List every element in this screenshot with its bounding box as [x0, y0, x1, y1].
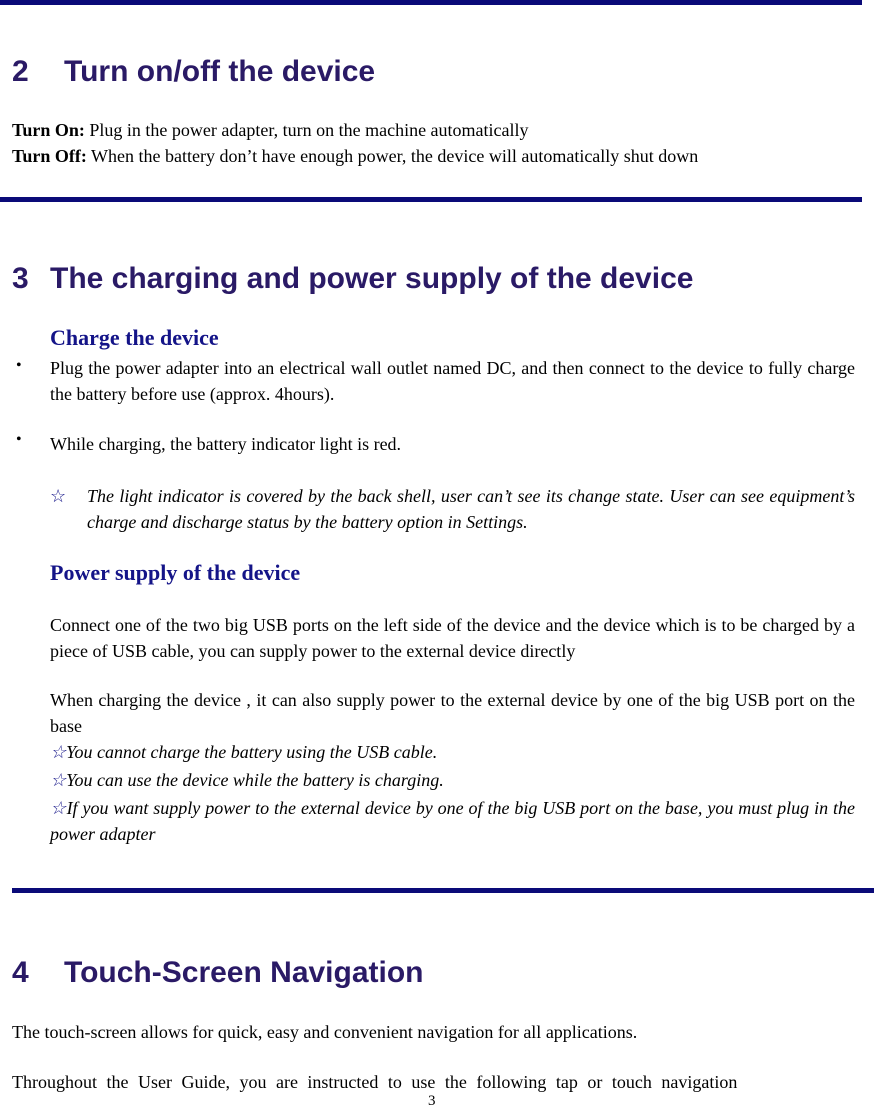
turn-off-text: When the battery don’t have enough power, the device will automatically shut down [86, 146, 699, 166]
section-3-number: 3 [12, 262, 29, 295]
section-4-number: 4 [12, 956, 29, 989]
usb-note-1 [50, 739, 437, 765]
charge-device-heading: Charge the device [50, 325, 219, 350]
turn-on-line [12, 117, 529, 143]
section-2-title: Turn on/off the device [64, 55, 376, 88]
section-2-heading [12, 55, 375, 89]
usb-note-3 [50, 795, 855, 847]
star-icon: ☆ [50, 486, 67, 506]
usb-note-3-text: If you want supply power to the external device by one of the big USB port on the base, you must plug in the power adapter [50, 798, 855, 844]
bullet-text-1: Plug the power adapter into an electrical wall outlet named DC, and then connect to the device to fully charge the battery before use (approx. 4hours). [50, 358, 855, 404]
section-4-heading [12, 956, 424, 990]
section-3-title: The charging and power supply of the device [50, 262, 694, 295]
bullet-mark: • [16, 357, 22, 374]
turn-off-line [12, 143, 698, 169]
section-divider-2 [0, 197, 862, 202]
bullet-text-2: While charging, the battery indicator light is red. [50, 434, 402, 454]
power-paragraph-1: Connect one of the two big USB ports on the left side of the device and the device which is to be charged by a piece of USB cable, you can supply power to the external device directly [50, 615, 855, 661]
usb-note-1-text: You cannot charge the battery using the USB cable. [66, 742, 438, 762]
page-number: 3 [428, 1093, 436, 1109]
section-divider-3 [12, 888, 874, 893]
usb-note-2 [50, 767, 444, 793]
star-icon: ☆ [50, 742, 67, 762]
power-paragraph-2: When charging the device , it can also supply power to the external device by one of the big USB port on the base [50, 690, 855, 736]
turn-on-label: Turn On: [12, 120, 85, 140]
section-4-title: Touch-Screen Navigation [64, 956, 424, 989]
power-supply-heading: Power supply of the device [50, 560, 301, 585]
touch-paragraph-1: The touch-screen allows for quick, easy and convenient navigation for all applications. [12, 1022, 638, 1042]
section-2-number: 2 [12, 55, 29, 88]
top-divider [0, 0, 862, 5]
section-3-heading [12, 262, 693, 296]
star-icon: ☆ [50, 798, 67, 818]
indicator-note: The light indicator is covered by the back shell, user can’t see its change state. User can see equipment’s charge and discharge status by the battery option in Settings. [87, 486, 855, 532]
turn-on-text: Plug in the power adapter, turn on the machine automatically [84, 120, 529, 140]
turn-off-label: Turn Off: [12, 146, 87, 166]
usb-note-2-text: You can use the device while the battery is charging. [66, 770, 444, 790]
bullet-mark: • [16, 431, 22, 448]
touch-paragraph-2: Throughout the User Guide, you are instructed to use the following tap or touch navigation [12, 1072, 738, 1092]
star-icon: ☆ [50, 770, 67, 790]
